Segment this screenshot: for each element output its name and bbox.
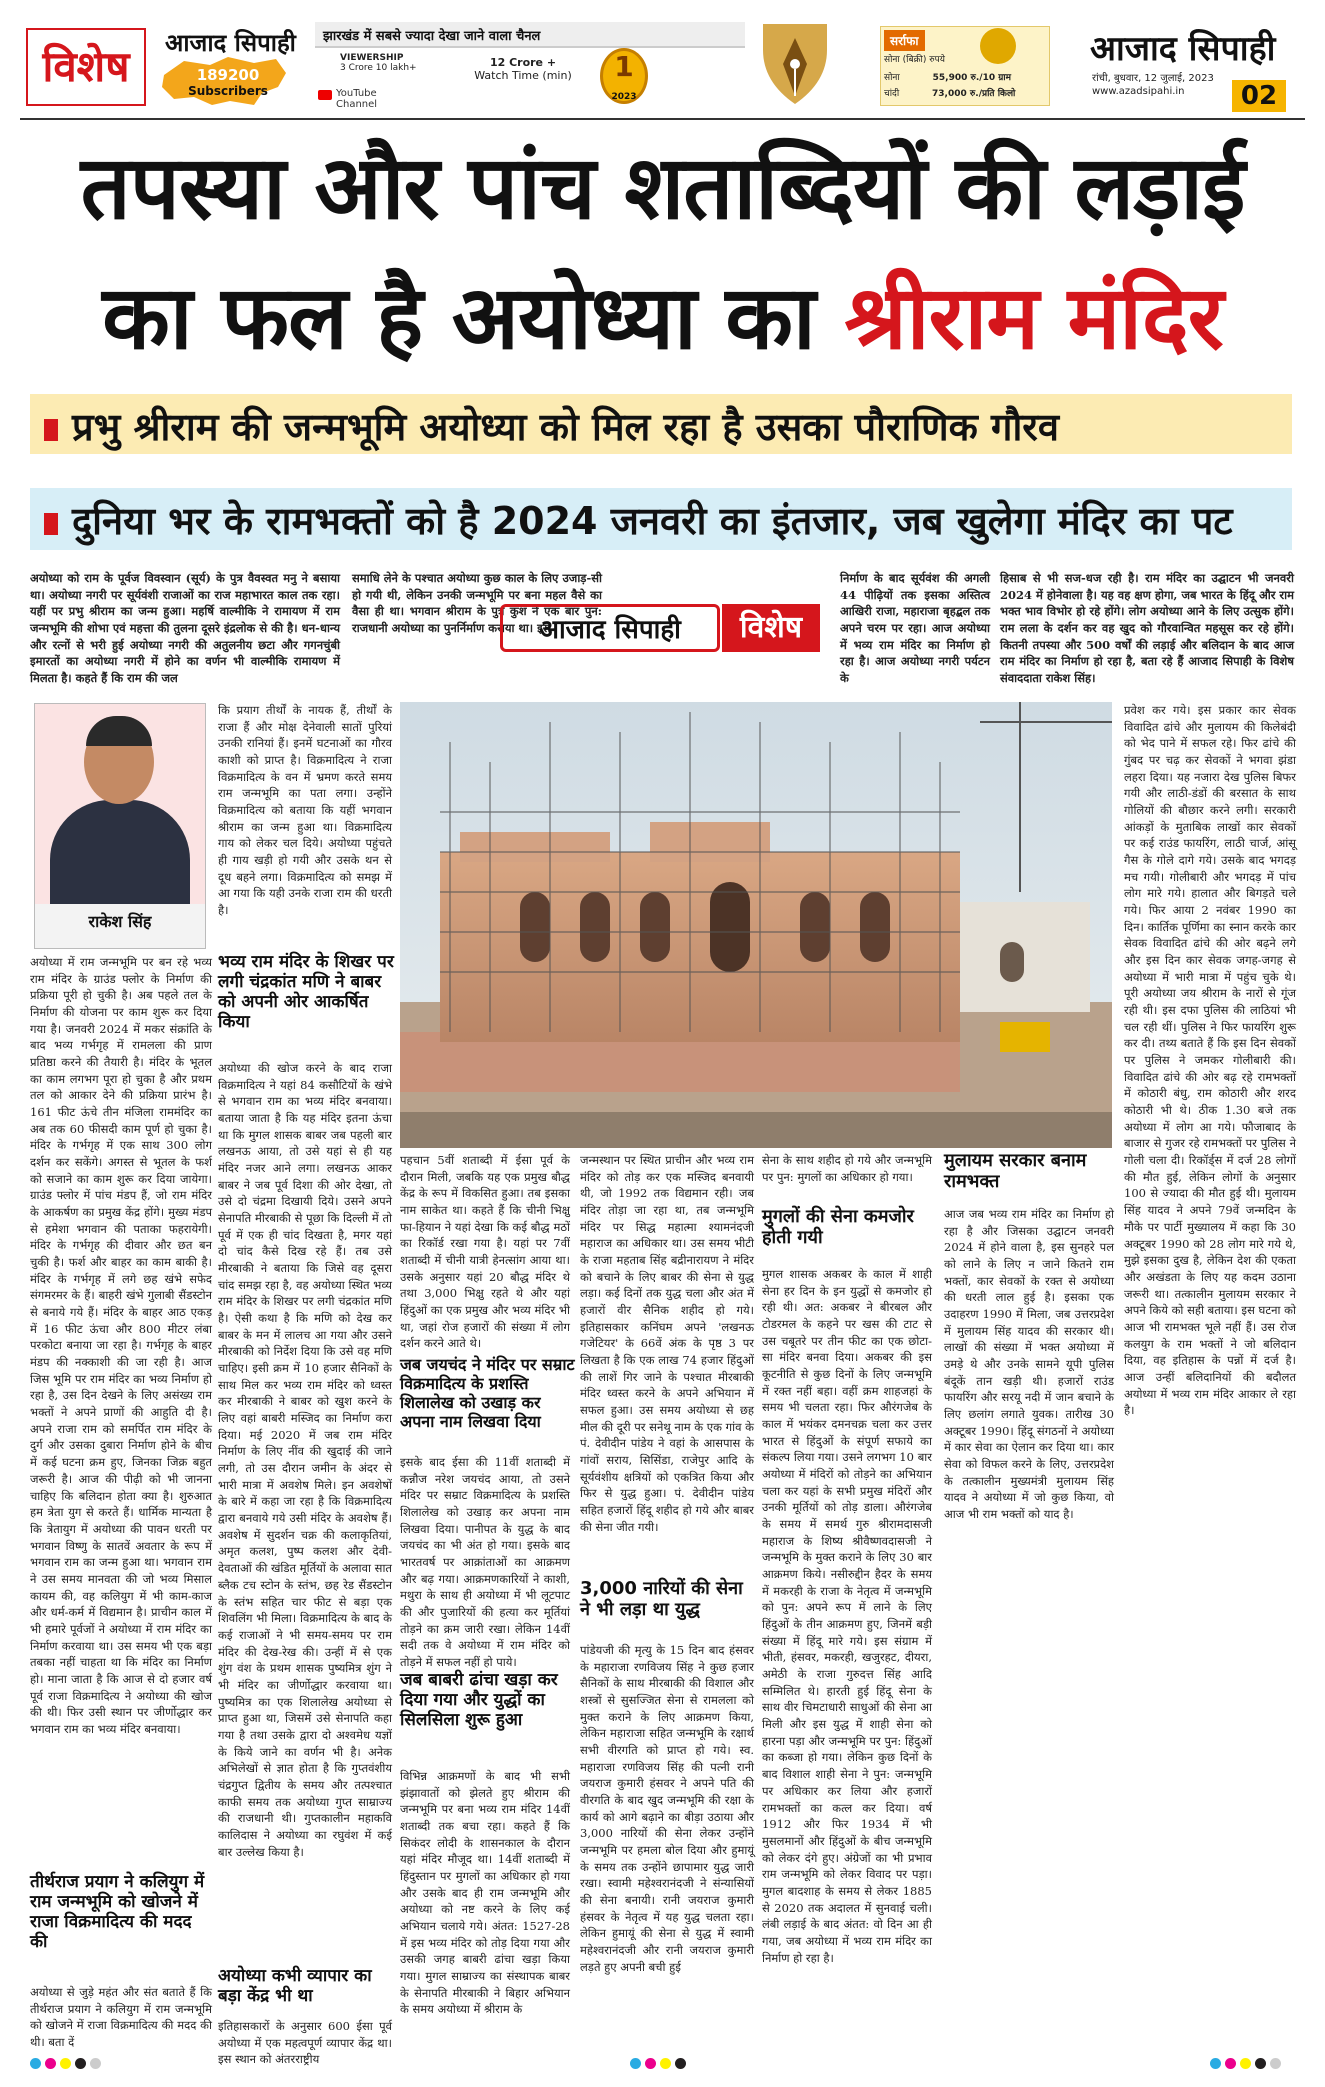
headline-line-2 xyxy=(20,266,1305,369)
channel-brand: आजाद सिपाही xyxy=(165,28,296,57)
print-registration-marks-right xyxy=(1210,2058,1285,2069)
watch-time-label: Watch Time (min) xyxy=(474,69,572,82)
subhead-3000-women: 3,000 नारियों की सेना ने भी लड़ा था युद्ध xyxy=(580,1578,743,1621)
article-col5-mugal: मुगल शासक अकबर के काल में शाही सेना हर दिन के इन युद्धों से कमजोर हो रही थी। अत: अकबर ने बीरबल और टोडरमल के कहने पर खस की टाट से उस चबूतरे पर तीन फीट का एक छोटा-सा मंदिर बनवा दिया। अकबर की इस कूटनीति से कुछ दिनों के लिए जन्मभूमि में रक्त नहीं बहा। वहीं क्रम शाहजहां के समय भी चलता रहा। फिर औरंगजेब के काल में भयंकर दमनचक्र चला कर उत्तर भारत से हिंदुओं के संपूर्ण सफाये का संकल्प लिया गया। उसने लगभग 10 बार अयोध्या में मंदिरों को तोड़ने का अभियान चला कर यहां के सभी प्रमुख मंदिरों और उनकी मूर्तियों को तोड़ डाला। औरंगजेब के समय में समर्थ गुरु श्रीरामदासजी महाराज के शिष्य श्रीवैष्णवदासजी ने जन्मभूमि के मुक्त कराने के लिए 30 बार आक्रमण किये। नसीरुद्दीन हैदर के समय में मकरही के राजा के नेतृत्व में जन्मभूमि को पुन: अपने रूप में लाने के लिए हिंदुओं के तीन आक्रमण हुए, जिनमें बड़ी संख्या में हिंदू मारे गये। इस संग्राम में भीती, हंसवर, मकरही, खजुरहट, दीयरा, अमेठी के राजा गुरुदत्त सिंह आदि सम्मिलित थे। हारती हुई हिंदू सेना के साथ वीर चिमटाधारी साधुओं की सेना आ मिली और इस युद्ध में शाही सेना को हारना पड़ा और जन्मभूमि पर पुन: हिंदुओं का कब्जा हो गया। लेकिन कुछ दिनों के बाद विशाल शाही सेना ने पुन: जन्मभूमि पर अधिकार कर लिया और हजारों रामभक्तों का कत्ल कर दिया। वर्ष 1912 और फिर 1934 में भी मुसलमानों और हिंदुओं के बीच जन्मभूमि को लेकर दंगे हुए। अंग्रेजों का भी प्रभाव राम जन्मभूमि को लेकर विवाद पर पड़ा। मुगल बादशाह के समय से लेकर 1885 से 2020 तक अदालत में सुनवाई चली। लंबी लड़ाई के बाद अंतत: वो दिन आ ही गया, जब अयोध्या में भव्य राम मंदिर का निर्माण हो रहा है। xyxy=(762,1267,932,1965)
registration-dot xyxy=(1210,2058,1221,2069)
registration-dot xyxy=(90,2058,101,2069)
gold-coin-icon xyxy=(980,28,1016,64)
subhead-jaychand: जब जयचंद ने मंदिर पर सम्राट विक्रमादित्य के प्रशस्ति शिलालेख को उखाड़ कर अपना नाम लिखवा दिया xyxy=(400,1355,575,1431)
bullion-col-type: (बिक्री) xyxy=(902,55,927,65)
subscribers-value: 189200 xyxy=(196,66,260,84)
special-badge-brand: आजाद सिपाही xyxy=(500,604,720,652)
subhead-mugal: मुगलों की सेना कमजोर होती गयी xyxy=(762,1206,914,1249)
article-col1-tirthraj: अयोध्या से जुड़े महंत और संत बताते हैं कि तीर्थराज प्रयाग ने कलियुग में राम जन्मभूमि को खोजने में राजा विक्रमादित्य की मदद की थी। बता दें xyxy=(30,1985,212,2050)
silver-price: 73,000 रु./प्रति किलो xyxy=(932,89,1016,99)
registration-dot xyxy=(645,2058,656,2069)
registration-dot xyxy=(660,2058,671,2069)
bullion-header-row xyxy=(884,52,945,65)
subhead-tirthraj: तीर्थराज प्रयाग ने कलियुग में राम जन्मभूमि को खोजने में राजा विक्रमादित्य की मदद की xyxy=(30,1872,205,1953)
bullet-square-icon xyxy=(44,419,58,441)
article-col3-jaychand: इसके बाद ईसा की 11वीं शताब्दी में कन्नौज नरेश जयचंद आया, तो उसने मंदिर पर सम्राट विक्रमादित्य के प्रशस्ति शिलालेख को उखाड़ कर अपना नाम लिखवा दिया। पानीपत के युद्ध के बाद जयचंद का भी अंत हो गया। इसके बाद भारतवर्ष पर आक्रांताओं का आक्रमण और बढ़ गया। आक्रमणकारियों ने काशी, मथुरा के साथ ही अयोध्या में भी लूटपाट की और पुजारियों की हत्या कर मूर्तियां तोड़ने का क्रम जारी रखा। लेकिन 14वीं सदी तक वे अयोध्या में राम मंदिर को तोड़ने में सफल नहीं हो पाये। xyxy=(400,1455,570,1670)
article-col4-3000: पांडेयजी की मृत्यु के 15 दिन बाद हंसवर के महाराजा रणविजय सिंह ने कुछ हजार सैनिकों के साथ मीरबाकी की विशाल और शस्त्रों से सुसज्जित सेना से रामलला को मुक्त कराने के लिए आक्रमण किया, लेकिन महाराजा सहित जन्मभूमि के रक्षार्थ सभी वीरगति को प्राप्त हो गये। स्व. महाराजा रणविजय सिंह की पत्नी रानी जयराज कुमारी हंसवर ने अपने पति की वीरगति के बाद खुद जन्मभूमि की रक्षा के कार्य को आगे बढ़ाने का बीड़ा उठाया और 3,000 नारियों की सेना लेकर उन्होंने जन्मभूमि पर हमला बोल दिया और हुमायूं के समय तक उन्होंने छापामार युद्ध जारी रखा। स्वामी महेश्वरानंदजी ने संन्यासियों की सेना बनायी। रानी जयराज कुमारी हंसवर के नेतृत्व में यह युद्ध चलता रहा। लेकिन हुमायूं की सेना से युद्ध में स्वामी महेश्वरानंदजी और रानी जयराज कुमारी लड़ते हुए अपनी बची हुई xyxy=(580,1643,754,1974)
article-col6-mulayam: आज जब भव्य राम मंदिर का निर्माण हो रहा है और जिसका उद्घाटन जनवरी 2024 में होने वाला है, इस सुनहरे पल को लाने के लिए न जाने कितने राम भक्तों, कार सेवकों के रक्त से अयोध्या की धरती लाल हुई है। इसका एक उदाहरण 1990 में मिला, जब उत्तरप्रदेश में मुलायम सिंह यादव की सरकार थी। लाखों की संख्या में भक्त अयोध्या में उमड़े थे और उनके सामने यूपी पुलिस बंदूकें तान खड़ी थी। हजारों राउंड फायरिंग और सरयू नदी में जान बचाने के लिए छलांग लगाते युवक। तारीख 30 अक्टूबर 1990। हिंदू संगठनों ने अयोध्या में कार सेवा का ऐलान कर दिया था। कार सेवा को विफल करने के लिए, उत्तरप्रदेश के तत्कालीन मुख्यमंत्री मुलायम सिंह यादव ने अयोध्या में जो कुछ किया, वो आज भी राम भक्तों को याद है। xyxy=(944,1207,1114,1522)
headline-line-2-black: का फल है अयोध्या का xyxy=(102,266,845,369)
gold-label: सोना xyxy=(884,73,900,83)
article-col2-top: कि प्रयाग तीर्थों के नायक हैं, तीर्थों के राजा हैं और मोक्ष देनेवाली सातों पुरियां उनकी रानियां हैं। इनमें घटनाओं का गौरव काशी को प्राप्त है। विक्रमादित्य ने राजा विक्रमादित्य के वन में भ्रमण करते समय राम जन्मभूमि का पता लगा। उन्होंने विक्रमादित्य को बताया कि यहीं भगवान श्रीराम का जन्म हुआ था। विक्रमादित्य गाय को लेकर चल दिये। अयोध्या पहुंचते ही गाय खड़ी हो गयी और उसके थन से दूध बहने लगा। विक्रमादित्य को समझ में आ गया कि यही उनके राजा राम की धरती है। xyxy=(218,703,392,918)
article-col1-main: अयोध्या में राम जन्मभूमि पर बन रहे भव्य राम मंदिर के ग्राउंड फ्लोर के निर्माण की प्रक्रिया पूरी हो चुकी है। अब पहले तल के निर्माण की योजना पर काम शुरू कर दिया गया है। जनवरी 2024 में मकर संक्रांति के बाद भव्य गर्भगृह में रामलला की प्राण प्रतिष्ठा करने की तैयारी है। मंदिर के भूतल का काम लगभग पूरा हो चुका है और प्रथम तल को आकार देने की प्रक्रिया प्रारंभ है। 161 फीट ऊंचे तीन मंजिला राममंदिर का अब तक 60 फीसदी काम पूर्ण हो चुका है। मंदिर के गर्भगृह में एक साथ 300 लोग दर्शन कर सकेंगे। अगस्त से भूतल के फर्श को सजाने का काम शुरू कर दिया जायेगा। ग्राउंड फ्लोर में पांच मंडप हैं, जो राम मंदिर के आकर्षण का प्रमुख केंद्र होंगे। मुख्य मंडप से हमेशा भगवान की पताका फहरायेगी। मंदिर के गर्भगृह की दीवार और छत बन चुकी है। फर्श और बाहर का काम बाकी है। मंदिर के गर्भगृह में लगे छह खंभे सफेद संगमरमर के हैं। बाहरी खंभे गुलाबी सैंडस्टोन से बनाये गये हैं। मंदिर के बाहर आठ एकड़ में 16 फीट ऊंचा और 800 मीटर लंबा परकोटा बनाया जा रहा है। गर्भगृह के बाहर मंडप की नक्काशी की जा रही है। आज जिस भूमि पर राम मंदिर का भव्य निर्माण हो रहा है, उस दिन देखने के लिए असंख्य राम भक्तों ने अपने प्राणों की आहुति दी है। अपने राजा राम को समर्पित राम मंदिर के दुर्ग और उसका दुबारा निर्माण होने के बीच में कई घटना क्रम हुए, जिनका जिक्र बहुत जरूरी है। आज की पीढ़ी को भी जानना चाहिए कि बलिदान होता क्या है। शुरुआत हम त्रेता युग से करते हैं। धार्मिक मान्यता है कि त्रेतायुग में अयोध्या की पावन धरती पर भगवान विष्णु के सातवें अवतार के रूप में भगवान राम का जन्म हुआ था। भगवान राम ने उस समय मानवता की जो भव्य मिसाल कायम की, वह कलियुग में भी काम-काज और धर्म-कर्म में विद्यमान है। प्राचीन काल में भी हमारे पूर्वजों ने अयोध्या में राम मंदिर का निर्माण करवाया था। उस समय भी एक बड़ा तबका नहीं चाहता था कि मंदिर का निर्माण हो। माना जाता है कि आज से दो हजार वर्ष पूर्व राजा विक्रमादित्य ने अयोध्या की खोज की थी। फिर उसी स्थान पर जीर्णोद्धार कर भगवान राम का भव्य मंदिर बनवाया। xyxy=(30,955,212,1736)
masthead-rule xyxy=(20,118,1305,120)
registration-dot xyxy=(75,2058,86,2069)
article-col2-shikhar: अयोध्या की खोज करने के बाद राजा विक्रमादित्य ने यहां 84 कसौटियों के खंभे से भगवान राम का भव्य मंदिर बनवाया। बताया जाता है कि यह मंदिर इतना ऊंचा था कि मुगल शासक बाबर जब पहली बार लखनऊ आया, तो उसे यहां से ही यह मंदिर नजर आने लगा। लखनऊ आकर बाबर ने जब पूर्व दिशा की ओर देखा, तो उसे दो चंद्रमा दिखायी दिये। उसने अपने सेनापति मीरबाकी से पूछा कि दिल्ली में तो पूर्व में एक ही चांद दिखता है, मगर यहां दो चांद कैसे दिख रहे हैं। तब उसे मीरबाकी ने बताया कि जिसे वह दूसरा चांद समझ रहा है, वह अयोध्या स्थित भव्य राम मंदिर के शिखर पर लगी चंद्रकांत मणि है। ऐसी कथा है कि मणि को देख कर बाबर के मन में लालच आ गया और उसने मीरबाकी को निर्देश दिया कि उसे वह मणि चाहिए। इसी क्रम में 10 हजार सैनिकों के साथ मिल कर भव्य राम मंदिर को ध्वस्त कर मीरबाकी ने बाबर को खुश करने के लिए वहां बाबरी मस्जिद का निर्माण करा दिया। मई 2020 में जब राम मंदिर निर्माण के लिए नींव की खुदाई की जाने लगी, तो उस दौरान जमीन के अंदर से भारी मात्रा में अवशेष मिले। इन अवशेषों के बारे में कहा जा रहा है कि विक्रमादित्य द्वारा बनवाये गये उसी मंदिर के अवशेष हैं। अवशेष में सुदर्शन चक्र की कलाकृतियां, अमृत कलश, पुष्प कलश और देवी-देवताओं की खंडित मूर्तियों के अलावा सात ब्लैक टच स्टोन के स्तंभ, छह रेड सैंडस्टोन के स्तंभ सहित चार फीट से बड़ा एक शिवलिंग भी मिला। विक्रमादित्य के बाद के कई राजाओं ने भी समय-समय पर राम मंदिर की देख-रेख की। उन्हीं में से एक शुंग वंश के प्रथम शासक पुष्यमित्र शुंग ने भी मंदिर का जीर्णोद्धार करवाया था। पुष्यमित्र का एक शिलालेख अयोध्या से प्राप्त हुआ था, जिसमें उसे सेनापति कहा गया है तथा उसके द्वारा दो अश्वमेध यज्ञों के किये जाने का वर्णन भी है। अनेक अभिलेखों से ज्ञात होता है कि गुप्तवंशीय चंद्रगुप्त द्वितीय के समय और तत्पश्चात काफी समय तक अयोध्या गुप्त साम्राज्य की राजधानी थी। गुप्तकालीन महाकवि कालिदास ने अयोध्या का रघुवंश में कई बार उल्लेख किया है। xyxy=(218,1061,392,1859)
bullion-title: सर्राफा xyxy=(884,30,925,51)
registration-dot xyxy=(1270,2058,1281,2069)
subheadline-2-text: दुनिया भर के रामभक्तों को है 2024 जनवरी का इंतजार, जब खुलेगा मंदिर का पट xyxy=(72,499,1233,543)
subheadline-2 xyxy=(44,494,1233,546)
registration-dot xyxy=(1255,2058,1266,2069)
subhead-mulayam: मुलायम सरकार बनाम रामभक्त xyxy=(944,1150,1087,1193)
viewership-value: 3 Crore 10 lakh+ xyxy=(340,63,417,73)
newspaper-name: आजाद सिपाही xyxy=(1090,29,1276,69)
gold-price: 55,900 रु./10 ग्राम xyxy=(932,73,1012,83)
subhead-babri: जब बाबरी ढांचा खड़ा कर दिया गया और युद्धों का सिलसिला शुरू हुआ xyxy=(400,1670,558,1731)
registration-dot xyxy=(630,2058,641,2069)
award-number: 1 xyxy=(614,50,634,83)
issue-date: रांची, बुधवार, 12 जुलाई, 2023 xyxy=(1092,73,1214,84)
temple-construction-photo xyxy=(400,702,1112,1148)
intro-column-2: समाधि लेने के पश्चात अयोध्या कुछ काल के लिए उजाड़-सी हो गयी थी, लेकिन उनकी जन्मभूमि पर बना महल वैसे का वैसा ही था। भगवान श्रीराम के पुत्र कुश ने एक बार पुन: राजधानी अयोध्या का पुनर्निर्माण कराया था। इस xyxy=(352,571,602,636)
pen-nib-logo-icon xyxy=(745,20,845,108)
article-col3-top: पहचान 5वीं शताब्दी में ईसा पूर्व के दौरान मिली, जबकि यह एक प्रमुख बौद्ध केंद्र के रूप में विकसित हुआ। तब इसका नाम साकेत था। कहते हैं कि चीनी भिक्षु फा-हियान ने यहां देखा कि कई बौद्ध मठों का रिकॉर्ड रखा गया है। यहां पर 7वीं शताब्दी में चीनी यात्री हेनत्सांग आया था। उसके अनुसार यहां 20 बौद्ध मंदिर थे तथा 3,000 भिक्षु रहते थे और यहां हिंदुओं का एक प्रमुख और भव्य मंदिर भी था, जहां रोज हजारों की संख्या में लोग दर्शन करने आते थे। xyxy=(400,1153,570,1351)
subheadline-1-text: प्रभु श्रीराम की जन्मभूमि अयोध्या को मिल रहा है उसका पौराणिक गौरव xyxy=(72,405,1059,449)
viewership-label: VIEWERSHIP xyxy=(340,53,404,63)
bullion-gold-row xyxy=(884,70,1011,83)
subscribers-label: Subscribers xyxy=(188,84,268,98)
print-registration-marks-center xyxy=(630,2058,690,2069)
watch-time-stat xyxy=(468,56,578,82)
article-col5-top: सेना के साथ शहीद हो गये और जन्मभूमि पर पुन: मुगलों का अधिकार हो गया। xyxy=(762,1153,932,1184)
article-col4-top: जन्मस्थान पर स्थित प्राचीन और भव्य राम मंदिर को तोड़ कर एक मस्जिद बनवायी थी, जो 1992 तक विद्यमान रही। जब मंदिर तोड़ा जा रहा था, तब जन्मभूमि मंदिर पर सिद्ध महात्मा श्यामनंदजी महाराज का अधिकार था। उस समय भीटी के राजा महताब सिंह बद्रीनारायण ने मंदिर को बचाने के लिए बाबर की सेना से युद्ध लड़ा। कई दिनों तक युद्ध चला और अंत में हजारों वीर सैनिक शहीद हो गये। इतिहासकार कनिंघम अपने 'लखनऊ गजेटियर' के 66वें अंक के पृष्ठ 3 पर लिखता है कि एक लाख 74 हजार हिंदुओं की लाशें गिर जाने के पश्चात मीरबाकी मंदिर ध्वस्त करने के अपने अभियान में सफल हुआ। उस समय अयोध्या से छह मील की दूरी पर सनेथू नाम के एक गांव के पं. देवीदीन पांडेय ने वहां के आसपास के गांवों सराय, सिसिंडा, राजेपुर आदि के सूर्यवंशीय क्षत्रियों को एकत्रित किया और फिर से युद्ध हुआ। पं. देवीदीन पांडेय सहित हजारों हिंदू शहीद हो गये और बाबर की सेना जीत गयी। xyxy=(580,1153,754,1534)
article-col7: प्रवेश कर गये। इस प्रकार कार सेवक विवादित ढांचे और मुलायम की किलेबंदी को भेद पाने में सफल रहे। फिर ढांचे की गुंबद पर चढ़ कर सेवकों ने भगवा झंडा लहरा दिया। यह नजारा देख पुलिस बिफर गयी और लाठी-डंडों की बरसात के साथ गोलियों की बौछार करने लगी। सरकारी आंकड़ों के मुताबिक लाखों कार सेवकों पर कई राउंड फायरिंग, लाठी चार्ज, आंसू गैस के गोले दागे गये। उसके बाद भगदड़ मच गयी। गोलीबारी और भगदड़ में पांच लोग मारे गये। हालात और बिगड़ते चले गये। फिर आया 2 नवंबर 1990 का दिन। कार्तिक पूर्णिमा का स्नान करके कार सेवक विवादित ढांचे की ओर बढ़ने लगे और इस दिन कार सेवक जगह-जगह से अयोध्या में भारी मात्रा में पहुंच चुके थे। पूरी अयोध्या जय श्रीराम के नारों से गूंज रही थी। इस दफा पुलिस की लाठियां भी चल रही थीं। पुलिस ने फिर फायरिंग शुरू कर दी। तथ्य बताते हैं कि इस दिन सेवकों पर पुलिस ने जमकर गोलीबारी की। विवादित ढांचे की ओर बढ़ रहे रामभक्तों में कोठारी बंधु, राम कोठारी और शरद कोठारी भी थे। ठीक 1.30 बजे तक अयोध्या में लोग आ गये। फौजाबाद के बाजार से गुजर रहे रामभक्तों पर पुलिस ने गोली चला दी। रिकॉर्ड्स में दर्ज 28 लोगों की मौत हुई, लेकिन लोगों के अनुसार 100 से ज्यादा की मौत हुई थी। मुलायम सिंह यादव ने अपने 79वें जन्मदिन के मौके पर पार्टी मुख्यालय में कहा कि 30 अक्टूबर 1990 को 28 लोग मारे गये थे, मुझे इसका दुख है, लेकिन देश की एकता और अखंडता के लिए यह कदम उठाना जरूरी था। तत्कालीन मुलायम सरकार ने अपने किये को सही बताया। इस घटना को आज भी रामभक्त भूले नहीं हैं। उस रोज कलयुग के राम भक्तों ने जो बलिदान दिया, वह इतिहास के पन्नों में दर्ज है। आज उन्हीं बलिदानियों की बदौलत अयोध्या में भव्य राम मंदिर आकार ले रहा है। xyxy=(1124,703,1296,1418)
intro-column-1: अयोध्या को राम के पूर्वज विवस्वान (सूर्य) के पुत्र वैवस्वत मनु ने बसाया था। अयोध्या नगरी पर सूर्यवंशी राजाओं का राज महाभारत काल तक रहा। यहीं पर प्रभु श्रीराम का जन्म हुआ। महर्षि वाल्मीकि ने रामायण में राम जन्मभूमि की शोभा एवं महत्ता की तुलना दूसरे इंद्रलोक से की है। धन-धान्य और रत्नों से भरी हुई अयोध्या नगरी की अतुलनीय छटा और गगनचुंबी इमारतों का अयोध्या नगरी में होने का वर्णन भी वाल्मीकि रामायण में मिलता है। कहते हैं कि राम की जल xyxy=(30,571,340,686)
page-number: 02 xyxy=(1232,80,1286,112)
headline-line-1: तपस्या और पांच शताब्दियों की लड़ाई xyxy=(80,136,1245,239)
award-year: 2023 xyxy=(611,92,637,102)
subheadline-1 xyxy=(44,400,1059,452)
youtube-label xyxy=(336,88,416,110)
channel-banner: झारखंड में सबसे ज्यादा देखा जाने वाला चैनल xyxy=(315,22,745,48)
youtube-icon xyxy=(318,90,332,100)
intro-column-4: निर्माण के बाद सूर्यवंश की अगली 44 पीढ़ियों तक इसका अस्तित्व आखिरी राजा, महाराजा बृहद्बल तक अपने चरम पर रहा। आज अयोध्या में भव्य राम मंदिर का निर्माण हो रहा है। आज अयोध्या नगरी पर्यटन के xyxy=(840,571,990,686)
subhead-vyapar: अयोध्या कभी व्यापार का बड़ा केंद्र भी था xyxy=(218,1966,372,2007)
silver-label: चांदी xyxy=(884,89,900,99)
bullion-col-metal: सोना xyxy=(884,55,900,65)
youtube-label-text: YouTube Channel xyxy=(336,88,378,110)
registration-dot xyxy=(60,2058,71,2069)
registration-dot xyxy=(30,2058,41,2069)
registration-dot xyxy=(1225,2058,1236,2069)
article-col2-vyapar: इतिहासकारों के अनुसार 600 ईसा पूर्व अयोध्या में एक महत्वपूर्ण व्यापार केंद्र था। इस स्थान को अंतरराष्ट्रीय xyxy=(218,2019,392,2067)
viewership-stat xyxy=(340,53,450,73)
section-label: विशेष xyxy=(42,42,130,91)
reporter-name-caption: राकेश सिंह xyxy=(88,912,152,931)
article-col3-babri: विभिन्न आक्रमणों के बाद भी सभी झंझावातों को झेलते हुए श्रीराम की जन्मभूमि पर बना भव्य राम मंदिर 14वीं शताब्दी तक बचा रहा। कहते हैं कि सिकंदर लोदी के शासनकाल के दौरान यहां मंदिर मौजूद था। 14वीं शताब्दी में हिंदुस्तान पर मुगलों का अधिकार हो गया और उसके बाद ही राम जन्मभूमि और अयोध्या को नष्ट करने के लिए कई अभियान चलाये गये। अंतत: 1527-28 में इस भव्य मंदिर को तोड़ दिया गया और उसकी जगह बाबरी ढांचा खड़ा किया गया। मुगल साम्राज्य का संस्थापक बाबर के सेनापति मीरबाकी ने बिहार अभियान के समय अयोध्या में श्रीराम के xyxy=(400,1769,570,2017)
print-registration-marks-left xyxy=(30,2058,105,2069)
intro-column-2-tail xyxy=(352,660,814,692)
bullion-silver-row xyxy=(884,86,1015,99)
bullet-square-icon xyxy=(44,513,58,535)
bullion-col-rupees: रुपये xyxy=(929,55,945,65)
registration-dot xyxy=(675,2058,686,2069)
headline-line-2-red: श्रीराम मंदिर xyxy=(844,266,1223,369)
reporter-figure xyxy=(50,800,190,904)
watch-time-value: 12 Crore + xyxy=(489,56,557,69)
registration-dot xyxy=(45,2058,56,2069)
website-link[interactable]: www.azadsipahi.in xyxy=(1092,86,1185,97)
subscribers-count xyxy=(178,66,278,98)
subhead-shikhar: भव्य राम मंदिर के शिखर पर लगी चंद्रकांत मणि ने बाबर को अपनी ओर आकर्षित किया xyxy=(218,952,394,1033)
registration-dot xyxy=(1240,2058,1251,2069)
special-badge-label: विशेष xyxy=(722,604,820,652)
intro-column-5: हिसाब से भी सज-धज रही है। राम मंदिर का उद्घाटन भी जनवरी 2024 में होनेवाला है। यह वह क्षण होगा, जब भारत के हिंदू और राम भक्त भाव विभोर हो रहे होंगे। लोग अयोध्या आने के लिए उत्सुक होंगे। राम लला के दर्शन कर वह खुद को गौरवान्वित महसूस कर रहे होंगे। कितनी तपस्या और 500 वर्षों की लड़ाई और बलिदान के बाद आज राम मंदिर का निर्माण हो रहा है, बता रहे हैं आजाद सिपाही के विशेष संवाददाता राकेश सिंह। xyxy=(1000,571,1294,686)
